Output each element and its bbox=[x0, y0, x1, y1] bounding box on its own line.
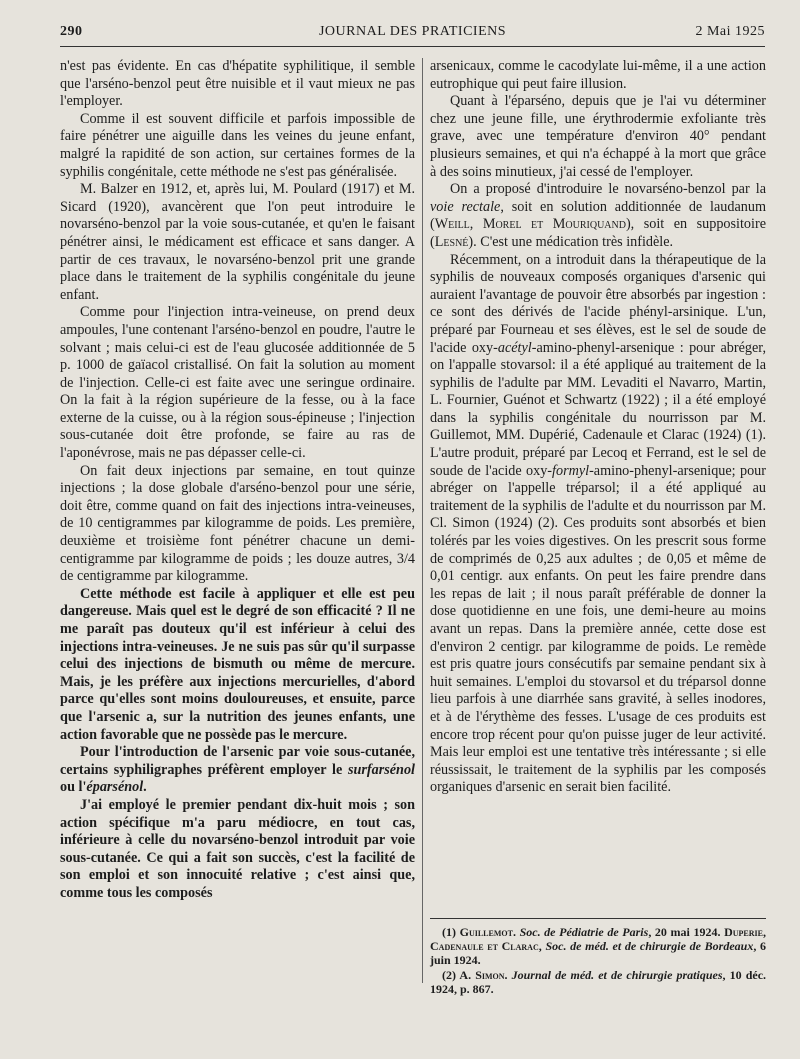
paragraph: Cette méthode est facile à appliquer et elle est peu dangereuse. Mais quel est le degré de son efficacité ? Il ne me paraît pas douteux qu'il est inférieur à celui des injections intra-veineuses. Je ne suis pas sûr qu'il surpasse celui des injections de bismuth ou même de mercure. Mais, je les préfère aux injections mercurielles, d'abord parce qu'elles sont moins douloureuses, et ensuite, parce que l'arsenic a, sur la nutrition des jeunes enfants, une action favorable que ne possède pas le mercure. bbox=[60, 585, 415, 743]
emphasis: voie rectale bbox=[430, 198, 501, 215]
author-names: Lesné bbox=[434, 233, 469, 250]
author-names: Simon bbox=[475, 967, 505, 982]
footnotes bbox=[430, 925, 766, 996]
header-rule bbox=[60, 46, 765, 47]
text-run: (1) bbox=[442, 925, 460, 939]
author-names: Duperie, Cadenaule et Clarac bbox=[430, 925, 766, 954]
drug-name: surfarsénol bbox=[347, 761, 415, 778]
emphasis: formyl bbox=[552, 462, 590, 479]
text-run: -amino-phenyl-arsenique; pour abréger on l'appelle tréparsol; il a été appliqué au traitement de la syphilis de l'adulte et du nourrisson par M. Cl. Simon (1924) (2). Ces produits sont absorbés et bien tolérés par les voies digestives. On les prescrit sous forme de comprimés de 0,25 aux adultes ; de 0,05 et même de 0,01 centigr. aux enfants. On peut les faire prendre dans les repas de lait ; il nous paraît préférable de donner la dose quotidienne en une fois, une demi-heure au moins avant un repas. Dans la première année, cette dose est d'environ 2 centigr. par kilogramme de poids. Le remède est pris quatre jours consécutifs par semaine pendant six à huit semaines. L'emploi du stovarsol et du tréparsol donne lieu parfois à une diarrhée sans gravité, à selles inodores, et à de l'érythème des fesses. L'usage de ces produits est encore trop récent pour qu'on puisse juger de leur activité. Mais leur emploi est une tentative très intéressante ; si elle réussissait, le traitement de la syphilis par les composés organiques d'arsenic en serait bien facilité. bbox=[430, 462, 767, 796]
text-run: , bbox=[538, 939, 546, 954]
text-run: , 10 déc. 1924, p. 867. bbox=[430, 967, 767, 996]
text-run: , 6 juin 1924. bbox=[430, 939, 767, 968]
paragraph: Comme pour l'injection intra-veineuse, on prend deux ampoules, l'une contenant l'arséno-benzol en poudre, l'autre le solvant ; mais celui-ci est de l'eau glucosée additionnée de 5 p. 1000 de gaïacol cristallisé. On fait la solution au moment de l'injection. Celle-ci est faite avec une seringue ordinaire. On la fait à la région supérieure de la fesse, ou à la face externe de la cuisse, ou à la région sous-épineuse ; l'injection sous-cutanée doit être profonde, se faire au ras de l'aponévrose, mais ne pas dépasser celle-ci. bbox=[60, 304, 415, 462]
emphasis: acétyl bbox=[497, 339, 532, 356]
journal-title: JOURNAL DES PRATICIENS bbox=[318, 24, 507, 39]
author-names: Weill, Morel et Mouriquand bbox=[434, 216, 626, 233]
text-run: ), soit en suppositoire ( bbox=[430, 216, 766, 250]
text-run: . bbox=[143, 779, 147, 796]
text-run: . bbox=[512, 925, 520, 939]
paragraph: On fait deux injections par semaine, en tout quinze injections ; la dose globale d'arséno-benzol pour une série, doit être, comme quand on fait des injections intra-veineuses, de 10 centigrammes par kilogramme de poids. Les première, deuxième et troisième font pénétrer chacune un demi-centigramme par kilogramme de poids ; les douze autres, 3/4 de centigramme par kilogramme. bbox=[60, 462, 415, 585]
text-run: ou l' bbox=[60, 779, 87, 796]
source-title: Journal de méd. et de chirurgie pratiques bbox=[511, 967, 723, 982]
text-run: Pour l'introduction de l'arsenic par voie sous-cutanée, certains syphiligraphes préfèrent employer le bbox=[60, 744, 415, 778]
page-number: 290 bbox=[60, 24, 83, 39]
drug-name: éparsénol bbox=[86, 779, 144, 796]
paragraph bbox=[60, 744, 415, 797]
text-run: Récemment, on a introduit dans la thérapeutique de la syphilis de nouveaux composés organiques d'arsenic qui auraient l'avantage de pouvoir être absorbés par ingestion : ce sont des dérivés de l'acide phényl-arsinique. L'un, préparé par Fourneau et ses élèves, est le sel de soude de l'acide oxy- bbox=[430, 251, 766, 356]
text-run: -amino-phenyl-arsenique : pour abréger, on l'appalle stovarsol: il a été appliqué au traitement de la syphilis de l'adulte par MM. Levaditi el Navarro, Martin, L. Fournier, Guénot et Schwartz (1922) ; il a été employé dans la syphilis congénitale du nourrisson par M. Guillemot, MM. Dupérié, Cadenaule et Clarac (1924) (1). L'autre produit, préparé par Lecoq et Ferrand, est le sel de soude de l'acide oxy- bbox=[430, 339, 766, 479]
paragraph: Comme il est souvent difficile et parfois impossible de faire pénétrer une aiguille dans les veines du jeune enfant, malgré la rapidité de son action, sur certaines formes de la syphilis congénitale, cette méthode ne s'est pas généralisée. bbox=[60, 110, 415, 180]
left-column bbox=[60, 58, 415, 903]
paragraph bbox=[430, 252, 766, 797]
running-header bbox=[60, 24, 765, 46]
paragraph: n'est pas évidente. En cas d'hépatite syphilitique, il semble que l'arséno-benzol peut être nuisible et il vaut mieux ne pas l'employer. bbox=[60, 58, 415, 110]
text-run: . bbox=[504, 967, 512, 982]
text-run: ). C'est une médication très infidèle. bbox=[468, 233, 674, 250]
right-column bbox=[430, 58, 766, 797]
source-title: Soc. de méd. et de chirurgie de Bordeaux bbox=[545, 939, 754, 954]
author-names: Guillemot bbox=[459, 925, 513, 939]
footnote-rule bbox=[430, 918, 766, 919]
issue-date: 2 Mai 1925 bbox=[695, 24, 765, 39]
paragraph: Quant à l'éparséno, depuis que je l'ai vu déterminer chez une jeune fille, une érythrodermie exfoliante très grave, avec une température d'environ 40° pendant plusieurs semaines, et qui n'a échappé à la mort que grâce à des soins minutieux, j'ai cessé de l'employer. bbox=[430, 93, 766, 180]
paragraph bbox=[430, 181, 766, 251]
text-run: , 20 mai 1924. bbox=[648, 925, 725, 939]
text-run: On a proposé d'introduire le novarséno-benzol par la bbox=[450, 181, 766, 198]
paragraph: J'ai employé le premier pendant dix-huit mois ; son action spécifique m'a paru médiocre, en tout cas, inférieure à celle du novarséno-benzol introduit par voie sous-cutanée. Ce qui a fait son succès, c'est la facilité de son emploi et son innocuité relative ; c'est ainsi que, comme tous les composés bbox=[60, 796, 415, 901]
paragraph: arsenicaux, comme le cacodylate lui-même, il a une action eutrophique qui peut faire illusion. bbox=[430, 58, 766, 92]
text-run: , soit en solution additionnée de laudanum ( bbox=[430, 198, 766, 233]
column-divider bbox=[422, 58, 423, 983]
footnote bbox=[430, 925, 766, 968]
footnote bbox=[430, 968, 766, 996]
paragraph: M. Balzer en 1912, et, après lui, M. Poulard (1917) et M. Sicard (1920), avancèrent que l'on peut introduire le novarséno-benzol par la voie sous-cutanée, et qu'en le faisant pénétrer ainsi, le médicament est efficace et sans danger. A partir de ces travaux, le novarséno-benzol prit une grande place dans le traitement de la syphilis congénitale du jeune enfant. bbox=[60, 181, 415, 303]
source-title: Soc. de Pédiatrie de Paris bbox=[519, 925, 649, 939]
text-run: (2) A. bbox=[442, 967, 476, 982]
